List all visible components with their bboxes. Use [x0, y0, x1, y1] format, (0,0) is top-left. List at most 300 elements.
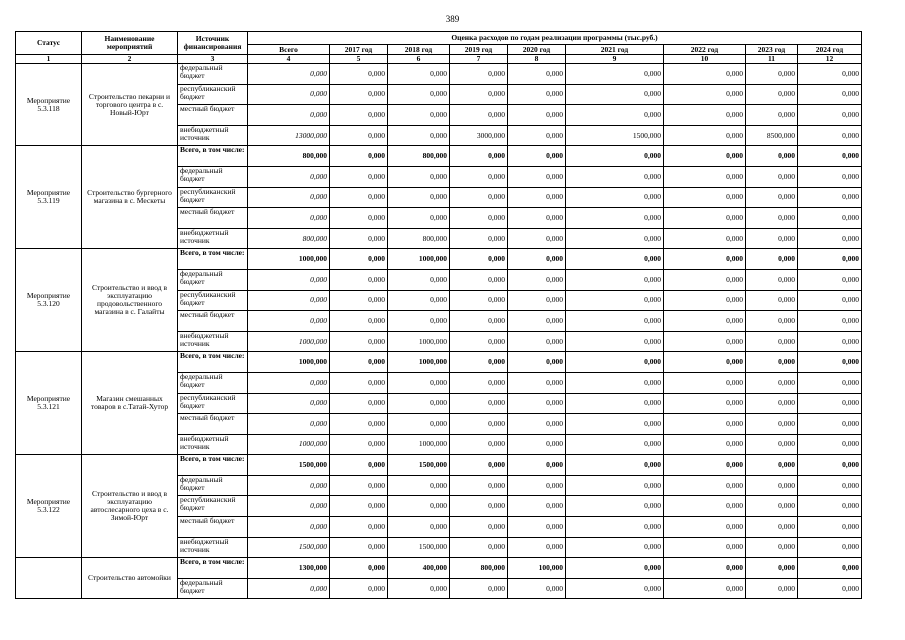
- funding-source: федеральный бюджет: [178, 269, 248, 290]
- year-value: 0,000: [330, 393, 388, 414]
- total-value: 0,000: [248, 414, 330, 435]
- event-status: [16, 558, 82, 599]
- year-value: 1000,000: [388, 352, 450, 373]
- header-col-number: 3: [178, 55, 248, 64]
- total-value: 1500,000: [248, 537, 330, 558]
- year-value: 0,000: [798, 352, 862, 373]
- event-status: Мероприятие 5.3.120: [16, 249, 82, 352]
- year-value: 0,000: [330, 517, 388, 538]
- year-value: 0,000: [330, 84, 388, 105]
- year-value: 0,000: [746, 372, 798, 393]
- total-value: 0,000: [248, 105, 330, 126]
- year-value: 0,000: [388, 475, 450, 496]
- year-value: 0,000: [508, 393, 566, 414]
- year-value: 0,000: [798, 434, 862, 455]
- year-value: 0,000: [746, 352, 798, 373]
- year-value: 0,000: [664, 311, 746, 332]
- year-value: 0,000: [450, 105, 508, 126]
- header-year-col: 2020 год: [508, 45, 566, 55]
- year-value: 0,000: [450, 228, 508, 249]
- year-value: 1000,000: [388, 434, 450, 455]
- year-value: 800,000: [450, 558, 508, 579]
- year-value: 0,000: [664, 475, 746, 496]
- year-value: 0,000: [798, 64, 862, 85]
- page-number: 389: [445, 14, 460, 24]
- year-value: 0,000: [508, 414, 566, 435]
- year-value: 0,000: [664, 290, 746, 311]
- funding-source: федеральный бюджет: [178, 578, 248, 599]
- funding-source: республиканский бюджет: [178, 290, 248, 311]
- year-value: 0,000: [664, 64, 746, 85]
- year-value: 0,000: [450, 496, 508, 517]
- year-value: 0,000: [746, 311, 798, 332]
- funding-source: Всего, в том числе:: [178, 146, 248, 167]
- year-value: 0,000: [508, 517, 566, 538]
- year-value: 0,000: [330, 311, 388, 332]
- total-value: 0,000: [248, 166, 330, 187]
- year-value: 400,000: [388, 558, 450, 579]
- table-row: [16, 146, 862, 167]
- total-value: 1500,000: [248, 455, 330, 476]
- year-value: 0,000: [664, 146, 746, 167]
- year-value: 0,000: [798, 414, 862, 435]
- event-name: Строительство и ввод в эксплуатацию продовольственного магазина в с. Галайты: [82, 249, 178, 352]
- total-value: 0,000: [248, 290, 330, 311]
- year-value: 0,000: [388, 269, 450, 290]
- year-value: 0,000: [388, 517, 450, 538]
- year-value: 0,000: [664, 372, 746, 393]
- year-value: 0,000: [664, 125, 746, 146]
- header-col-number: 10: [664, 55, 746, 64]
- header-status: Статус: [16, 32, 82, 55]
- year-value: 0,000: [746, 455, 798, 476]
- year-value: 0,000: [566, 393, 664, 414]
- table-row: [16, 558, 862, 579]
- year-value: 0,000: [746, 537, 798, 558]
- table-row: [16, 455, 862, 476]
- year-value: 0,000: [798, 125, 862, 146]
- year-value: 0,000: [508, 434, 566, 455]
- year-value: 0,000: [508, 269, 566, 290]
- year-value: 0,000: [450, 331, 508, 352]
- year-value: 0,000: [664, 414, 746, 435]
- year-value: 0,000: [746, 475, 798, 496]
- funding-source: местный бюджет: [178, 105, 248, 126]
- year-value: 0,000: [450, 434, 508, 455]
- year-value: 0,000: [450, 187, 508, 208]
- year-value: 0,000: [330, 208, 388, 229]
- table-row: [16, 352, 862, 373]
- year-value: 800,000: [388, 228, 450, 249]
- year-value: 0,000: [664, 517, 746, 538]
- header-year-col: 2022 год: [664, 45, 746, 55]
- total-value: 0,000: [248, 496, 330, 517]
- year-value: 800,000: [388, 146, 450, 167]
- year-value: 0,000: [330, 187, 388, 208]
- year-value: 0,000: [664, 331, 746, 352]
- event-name: Магазин смешанных товаров в с.Татай-Хутор: [82, 352, 178, 455]
- year-value: 0,000: [330, 414, 388, 435]
- year-value: 0,000: [664, 434, 746, 455]
- year-value: 0,000: [508, 84, 566, 105]
- year-value: 0,000: [388, 414, 450, 435]
- funding-source: федеральный бюджет: [178, 166, 248, 187]
- header-year-col: 2021 год: [566, 45, 664, 55]
- year-value: 0,000: [566, 414, 664, 435]
- table-row: [16, 64, 862, 85]
- year-value: 0,000: [450, 146, 508, 167]
- year-value: 0,000: [330, 166, 388, 187]
- year-value: 3000,000: [450, 125, 508, 146]
- year-value: 0,000: [330, 578, 388, 599]
- year-value: 0,000: [388, 290, 450, 311]
- year-value: 0,000: [450, 269, 508, 290]
- funding-source: федеральный бюджет: [178, 372, 248, 393]
- year-value: 0,000: [664, 537, 746, 558]
- year-value: 0,000: [664, 208, 746, 229]
- header-col-number: 9: [566, 55, 664, 64]
- year-value: 0,000: [566, 187, 664, 208]
- year-value: 0,000: [508, 105, 566, 126]
- year-value: 1500,000: [388, 537, 450, 558]
- year-value: 0,000: [566, 372, 664, 393]
- total-value: 0,000: [248, 517, 330, 538]
- year-value: 0,000: [664, 84, 746, 105]
- year-value: 0,000: [798, 84, 862, 105]
- year-value: 0,000: [746, 249, 798, 270]
- year-value: 0,000: [664, 455, 746, 476]
- year-value: 0,000: [450, 475, 508, 496]
- year-value: 0,000: [798, 146, 862, 167]
- year-value: 0,000: [330, 372, 388, 393]
- total-value: 1000,000: [248, 434, 330, 455]
- year-value: 0,000: [330, 146, 388, 167]
- year-value: 0,000: [798, 105, 862, 126]
- funding-source: республиканский бюджет: [178, 393, 248, 414]
- year-value: 0,000: [508, 125, 566, 146]
- header-year-col: 2024 год: [798, 45, 862, 55]
- year-value: 0,000: [450, 414, 508, 435]
- year-value: 0,000: [450, 249, 508, 270]
- year-value: 0,000: [450, 517, 508, 538]
- year-value: 0,000: [450, 166, 508, 187]
- total-value: 1000,000: [248, 249, 330, 270]
- header-col-number: 6: [388, 55, 450, 64]
- header-year-col: 2023 год: [746, 45, 798, 55]
- year-value: 1000,000: [388, 331, 450, 352]
- event-name: Строительство автомойки: [82, 558, 178, 599]
- year-value: 0,000: [566, 105, 664, 126]
- year-value: 0,000: [508, 352, 566, 373]
- year-value: 0,000: [798, 393, 862, 414]
- header-col-number: 12: [798, 55, 862, 64]
- year-value: 0,000: [746, 290, 798, 311]
- year-value: 0,000: [508, 228, 566, 249]
- header-col-number: 8: [508, 55, 566, 64]
- year-value: 0,000: [746, 208, 798, 229]
- year-value: 0,000: [508, 331, 566, 352]
- year-value: 0,000: [664, 558, 746, 579]
- year-value: 0,000: [330, 290, 388, 311]
- funding-source: федеральный бюджет: [178, 64, 248, 85]
- year-value: 0,000: [330, 434, 388, 455]
- year-value: 100,000: [508, 558, 566, 579]
- funding-source: Всего, в том числе:: [178, 558, 248, 579]
- total-value: 800,000: [248, 228, 330, 249]
- funding-source: местный бюджет: [178, 208, 248, 229]
- year-value: 0,000: [746, 393, 798, 414]
- total-value: 800,000: [248, 146, 330, 167]
- year-value: 0,000: [566, 352, 664, 373]
- header-col-number: 4: [248, 55, 330, 64]
- year-value: 0,000: [508, 166, 566, 187]
- total-value: 0,000: [248, 311, 330, 332]
- funding-source: республиканский бюджет: [178, 187, 248, 208]
- event-status: Мероприятие 5.3.118: [16, 64, 82, 146]
- year-value: 0,000: [450, 84, 508, 105]
- year-value: 0,000: [330, 125, 388, 146]
- header-year-col: Всего: [248, 45, 330, 55]
- year-value: 0,000: [566, 537, 664, 558]
- year-value: 0,000: [566, 578, 664, 599]
- year-value: 1500,000: [388, 455, 450, 476]
- year-value: 0,000: [798, 228, 862, 249]
- total-value: 1000,000: [248, 331, 330, 352]
- year-value: 0,000: [746, 331, 798, 352]
- year-value: 8500,000: [746, 125, 798, 146]
- year-value: 0,000: [388, 208, 450, 229]
- header-year-col: 2019 год: [450, 45, 508, 55]
- year-value: 0,000: [746, 434, 798, 455]
- year-value: 0,000: [388, 496, 450, 517]
- total-value: 0,000: [248, 475, 330, 496]
- year-value: 0,000: [450, 455, 508, 476]
- year-value: 0,000: [566, 311, 664, 332]
- year-value: 0,000: [450, 290, 508, 311]
- year-value: 0,000: [566, 290, 664, 311]
- year-value: 0,000: [664, 352, 746, 373]
- year-value: 0,000: [798, 249, 862, 270]
- year-value: 0,000: [388, 64, 450, 85]
- year-value: 0,000: [330, 64, 388, 85]
- header-year-col: 2017 год: [330, 45, 388, 55]
- funding-source: внебюджетный источник: [178, 537, 248, 558]
- year-value: 0,000: [664, 496, 746, 517]
- total-value: 0,000: [248, 578, 330, 599]
- header-name: Наименование мероприятий: [82, 32, 178, 55]
- year-value: 0,000: [566, 455, 664, 476]
- year-value: 0,000: [664, 578, 746, 599]
- total-value: 0,000: [248, 84, 330, 105]
- year-value: 0,000: [798, 331, 862, 352]
- funding-source: Всего, в том числе:: [178, 455, 248, 476]
- year-value: 0,000: [798, 208, 862, 229]
- funding-source: республиканский бюджет: [178, 84, 248, 105]
- funding-source: местный бюджет: [178, 517, 248, 538]
- event-name: Строительство и ввод в эксплуатацию автослесарного цеха в с. Зимой-Юрт: [82, 455, 178, 558]
- year-value: 0,000: [566, 146, 664, 167]
- year-value: 0,000: [450, 64, 508, 85]
- year-value: 0,000: [330, 537, 388, 558]
- year-value: 0,000: [746, 517, 798, 538]
- year-value: 0,000: [798, 166, 862, 187]
- total-value: 0,000: [248, 372, 330, 393]
- funding-source: республиканский бюджет: [178, 496, 248, 517]
- header-source: Источник финансирования: [178, 32, 248, 55]
- year-value: 0,000: [508, 249, 566, 270]
- year-value: 0,000: [330, 475, 388, 496]
- funding-source: внебюджетный источник: [178, 228, 248, 249]
- funding-source: внебюджетный источник: [178, 125, 248, 146]
- year-value: 0,000: [508, 208, 566, 229]
- year-value: 0,000: [566, 558, 664, 579]
- year-value: 0,000: [566, 84, 664, 105]
- funding-source: Всего, в том числе:: [178, 249, 248, 270]
- event-status: Мероприятие 5.3.121: [16, 352, 82, 455]
- year-value: 0,000: [746, 146, 798, 167]
- year-value: 0,000: [746, 105, 798, 126]
- funding-source: федеральный бюджет: [178, 475, 248, 496]
- year-value: 0,000: [450, 578, 508, 599]
- total-value: 0,000: [248, 393, 330, 414]
- year-value: 0,000: [330, 558, 388, 579]
- year-value: 0,000: [450, 372, 508, 393]
- table-row: [16, 249, 862, 270]
- total-value: 0,000: [248, 208, 330, 229]
- year-value: 0,000: [508, 372, 566, 393]
- header-year-col: 2018 год: [388, 45, 450, 55]
- year-value: 0,000: [664, 249, 746, 270]
- year-value: 0,000: [566, 331, 664, 352]
- year-value: 1500,000: [566, 125, 664, 146]
- year-value: 0,000: [664, 187, 746, 208]
- year-value: 0,000: [746, 166, 798, 187]
- year-value: 0,000: [388, 578, 450, 599]
- year-value: 0,000: [388, 105, 450, 126]
- year-value: 0,000: [566, 269, 664, 290]
- year-value: 0,000: [566, 166, 664, 187]
- header-col-number: 1: [16, 55, 82, 64]
- total-value: 13000,000: [248, 125, 330, 146]
- year-value: 0,000: [388, 393, 450, 414]
- year-value: 0,000: [508, 455, 566, 476]
- header-col-number: 2: [82, 55, 178, 64]
- funding-source: местный бюджет: [178, 311, 248, 332]
- funding-source: внебюджетный источник: [178, 434, 248, 455]
- header-estimate: Оценка расходов по годам реализации программы (тыс.руб.): [248, 32, 862, 45]
- funding-source: Всего, в том числе:: [178, 352, 248, 373]
- year-value: 0,000: [566, 64, 664, 85]
- year-value: 0,000: [746, 187, 798, 208]
- year-value: 0,000: [388, 125, 450, 146]
- year-value: 0,000: [746, 64, 798, 85]
- year-value: 0,000: [566, 208, 664, 229]
- year-value: 0,000: [798, 517, 862, 538]
- year-value: 0,000: [746, 558, 798, 579]
- year-value: 0,000: [566, 475, 664, 496]
- year-value: 0,000: [508, 290, 566, 311]
- total-value: 0,000: [248, 269, 330, 290]
- year-value: 0,000: [746, 496, 798, 517]
- year-value: 0,000: [798, 455, 862, 476]
- year-value: 0,000: [746, 228, 798, 249]
- year-value: 0,000: [798, 269, 862, 290]
- year-value: 0,000: [664, 166, 746, 187]
- year-value: 0,000: [566, 434, 664, 455]
- year-value: 0,000: [664, 228, 746, 249]
- year-value: 0,000: [388, 84, 450, 105]
- year-value: 0,000: [508, 146, 566, 167]
- year-value: 0,000: [388, 187, 450, 208]
- year-value: 0,000: [798, 537, 862, 558]
- year-value: 0,000: [798, 475, 862, 496]
- year-value: 0,000: [798, 290, 862, 311]
- year-value: 0,000: [798, 372, 862, 393]
- funding-source: внебюджетный источник: [178, 331, 248, 352]
- funding-source: местный бюджет: [178, 414, 248, 435]
- year-value: 0,000: [798, 578, 862, 599]
- header-col-number: 11: [746, 55, 798, 64]
- header-col-number: 7: [450, 55, 508, 64]
- year-value: 0,000: [330, 228, 388, 249]
- year-value: 0,000: [508, 496, 566, 517]
- year-value: 0,000: [450, 311, 508, 332]
- year-value: 0,000: [798, 311, 862, 332]
- event-name: Строительство бургерного магазина в с. Мескеты: [82, 146, 178, 249]
- year-value: 0,000: [330, 352, 388, 373]
- year-value: 0,000: [798, 496, 862, 517]
- year-value: 0,000: [450, 208, 508, 229]
- year-value: 0,000: [330, 249, 388, 270]
- year-value: 0,000: [388, 166, 450, 187]
- year-value: 0,000: [566, 517, 664, 538]
- event-status: Мероприятие 5.3.119: [16, 146, 82, 249]
- total-value: 1000,000: [248, 352, 330, 373]
- year-value: 0,000: [330, 455, 388, 476]
- year-value: 0,000: [330, 105, 388, 126]
- event-name: Строительство пекарни и торгового центра в с. Новый-Юрт: [82, 64, 178, 146]
- header-col-number: 5: [330, 55, 388, 64]
- year-value: 0,000: [330, 496, 388, 517]
- year-value: 0,000: [746, 269, 798, 290]
- year-value: 0,000: [746, 84, 798, 105]
- year-value: 0,000: [450, 352, 508, 373]
- year-value: 1000,000: [388, 249, 450, 270]
- year-value: 0,000: [566, 228, 664, 249]
- year-value: 0,000: [746, 414, 798, 435]
- total-value: 1300,000: [248, 558, 330, 579]
- year-value: 0,000: [664, 269, 746, 290]
- year-value: 0,000: [508, 187, 566, 208]
- year-value: 0,000: [566, 249, 664, 270]
- year-value: 0,000: [388, 311, 450, 332]
- event-status: Мероприятие 5.3.122: [16, 455, 82, 558]
- year-value: 0,000: [798, 558, 862, 579]
- year-value: 0,000: [566, 496, 664, 517]
- total-value: 0,000: [248, 64, 330, 85]
- year-value: 0,000: [388, 372, 450, 393]
- expense-table: [15, 31, 862, 599]
- year-value: 0,000: [330, 269, 388, 290]
- year-value: 0,000: [508, 475, 566, 496]
- year-value: 0,000: [664, 105, 746, 126]
- year-value: 0,000: [450, 393, 508, 414]
- year-value: 0,000: [508, 64, 566, 85]
- year-value: 0,000: [450, 537, 508, 558]
- year-value: 0,000: [508, 311, 566, 332]
- year-value: 0,000: [330, 331, 388, 352]
- year-value: 0,000: [508, 537, 566, 558]
